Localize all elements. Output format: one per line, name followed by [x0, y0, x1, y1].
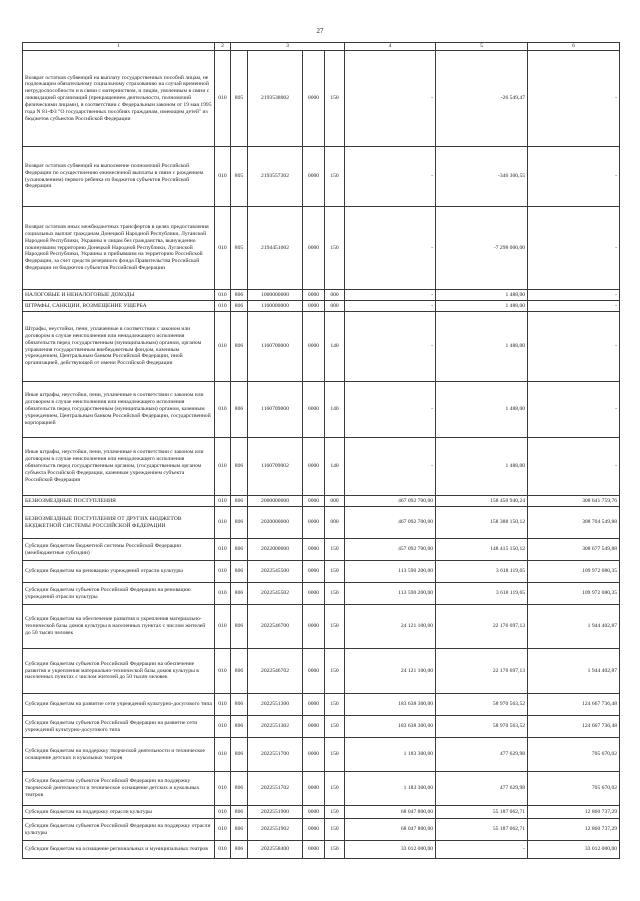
approved-amount-cell: -	[345, 438, 436, 496]
classifier-code-cell: 2000000000	[248, 496, 303, 507]
line-code-cell: 010	[215, 312, 231, 382]
executed-amount-cell: 158 450 940,24	[436, 496, 528, 507]
program-code-cell: 0000	[303, 438, 325, 496]
admin-code-cell: 805	[231, 147, 248, 207]
executed-amount-cell: 1 488,00	[436, 438, 528, 496]
unexecuted-amount-cell: 124 667 736,48	[528, 716, 620, 738]
program-code-cell: 0000	[303, 561, 325, 583]
classifier-code-cell: 1160700000	[248, 312, 303, 382]
program-code-cell: 0000	[303, 147, 325, 207]
line-code-cell: 010	[215, 605, 231, 649]
line-code-cell: 010	[215, 496, 231, 507]
unexecuted-amount-cell: 1 944 402,87	[528, 605, 620, 649]
unexecuted-amount-cell: -	[528, 290, 620, 301]
column-number: 1	[23, 43, 215, 51]
approved-amount-cell: 183 638 300,00	[345, 716, 436, 738]
executed-amount-cell: 477 629,98	[436, 738, 528, 772]
executed-amount-cell: 1 488,00	[436, 382, 528, 438]
approved-amount-cell: 457 092 700,00	[345, 539, 436, 561]
approved-amount-cell: 24 121 100,00	[345, 605, 436, 649]
unexecuted-amount-cell: -	[528, 51, 620, 147]
admin-code-cell: 806	[231, 841, 248, 859]
admin-code-cell: 806	[231, 738, 248, 772]
line-code-cell: 010	[215, 51, 231, 147]
classifier-code-cell: 2022551300	[248, 694, 303, 716]
table-row	[23, 772, 620, 806]
type-code-cell: 150	[325, 561, 345, 583]
table-row	[23, 496, 620, 507]
table-row	[23, 539, 620, 561]
unexecuted-amount-cell: 705 670,02	[528, 738, 620, 772]
type-code-cell: 150	[325, 649, 345, 694]
admin-code-cell: 806	[231, 649, 248, 694]
table-row	[23, 382, 620, 438]
approved-amount-cell: 1 183 300,00	[345, 738, 436, 772]
classifier-code-cell: 2022558400	[248, 841, 303, 859]
classifier-code-cell: 2022551700	[248, 738, 303, 772]
table-row	[23, 649, 620, 694]
executed-amount-cell: 477 629,98	[436, 772, 528, 806]
executed-amount-cell: -346 300,55	[436, 147, 528, 207]
row-name-cell: Субсидии бюджетам бюджетной системы Российской Федерации (межбюджетные субсидии)	[23, 539, 215, 561]
executed-amount-cell: -	[436, 841, 528, 859]
table-row	[23, 716, 620, 738]
executed-amount-cell: 58 970 563,52	[436, 716, 528, 738]
classifier-code-cell: 2022000000	[248, 539, 303, 561]
classifier-code-cell: 2022545502	[248, 583, 303, 605]
approved-amount-cell: 1 183 300,00	[345, 772, 436, 806]
executed-amount-cell: 3 618 119,65	[436, 583, 528, 605]
program-code-cell: 0000	[303, 738, 325, 772]
table-row	[23, 561, 620, 583]
unexecuted-amount-cell: 124 667 736,48	[528, 694, 620, 716]
page-number: 27	[316, 27, 324, 35]
unexecuted-amount-cell: 109 972 080,35	[528, 583, 620, 605]
row-name-cell: Субсидии бюджетам на поддержку творческой деятельности и техническое оснащение детских и кукольных театров	[23, 738, 215, 772]
program-code-cell: 0000	[303, 207, 325, 290]
type-code-cell: 150	[325, 605, 345, 649]
program-code-cell: 0000	[303, 312, 325, 382]
row-name-cell: Иные штрафы, неустойки, пени, уплаченные в соответствии с законом или договором в случае неисполнения или ненадлежащего исполнения обязательств перед государственным (муниципальным) органом, казенным учреждением, Центральным банком Российской Федерации, государственной корпорацией	[23, 382, 215, 438]
program-code-cell: 0000	[303, 841, 325, 859]
unexecuted-amount-cell: -	[528, 312, 620, 382]
line-code-cell: 010	[215, 539, 231, 561]
executed-amount-cell: 158 388 150,12	[436, 507, 528, 539]
executed-amount-cell: 22 176 697,13	[436, 605, 528, 649]
table-row	[23, 207, 620, 290]
column-number: 6	[528, 43, 620, 51]
unexecuted-amount-cell: -	[528, 207, 620, 290]
approved-amount-cell: 33 012 000,00	[345, 841, 436, 859]
table-row	[23, 583, 620, 605]
line-code-cell: 010	[215, 806, 231, 819]
table-row	[23, 605, 620, 649]
executed-amount-cell: 55 187 062,71	[436, 819, 528, 841]
table-row	[23, 438, 620, 496]
program-code-cell: 0000	[303, 694, 325, 716]
approved-amount-cell: -	[345, 290, 436, 301]
row-name-cell: БЕЗВОЗМЕЗДНЫЕ ПОСТУПЛЕНИЯ ОТ ДРУГИХ БЮДЖЕТОВ БЮДЖЕТНОЙ СИСТЕМЫ РОССИЙСКОЙ ФЕДЕРАЦИИ	[23, 507, 215, 539]
classifier-code-cell: 2022546702	[248, 649, 303, 694]
approved-amount-cell: 183 638 300,00	[345, 694, 436, 716]
row-name-cell: Возврат остатков субвенций на выполнение полномочий Российской Федерации по осуществлению ежемесячной выплаты в связи с рождением (усыновлением) первого ребенка из бюджетов субъектов Российской Федерации	[23, 147, 215, 207]
row-name-cell: БЕЗВОЗМЕЗДНЫЕ ПОСТУПЛЕНИЯ	[23, 496, 215, 507]
table-row	[23, 290, 620, 301]
row-name-cell: Субсидии бюджетам субъектов Российской Федерации на развитие сети учреждений культурно-досугового типа	[23, 716, 215, 738]
table-row	[23, 51, 620, 147]
approved-amount-cell: -	[345, 147, 436, 207]
executed-amount-cell: 55 187 062,71	[436, 806, 528, 819]
row-name-cell: Иные штрафы, неустойки, пени, уплаченные в соответствии с законом или договором в случае неисполнения или ненадлежащего исполнения обязательств перед государственным органом, (государственным органом субъекта Российской Федерации, казенным учреждением субъекта Российской Федерации	[23, 438, 215, 496]
type-code-cell: 140	[325, 438, 345, 496]
line-code-cell: 010	[215, 290, 231, 301]
approved-amount-cell: -	[345, 312, 436, 382]
type-code-cell: 150	[325, 694, 345, 716]
line-code-cell: 010	[215, 438, 231, 496]
admin-code-cell: 806	[231, 583, 248, 605]
admin-code-cell: 806	[231, 605, 248, 649]
type-code-cell: 150	[325, 51, 345, 147]
row-name-cell: Штрафы, неустойки, пени, уплаченные в соответствии с законом или договором в случае неисполнения или ненадлежащего исполнения обязательств перед государственным (муниципальным) органом, органом управления государственным внебюджетным фондом, казенным учреждением, Центральным банком Российской Федерации, иной организацией, действующей от имени Российской Федерации	[23, 312, 215, 382]
table-row	[23, 507, 620, 539]
program-code-cell: 0000	[303, 819, 325, 841]
type-code-cell: 150	[325, 841, 345, 859]
unexecuted-amount-cell: 308 704 549,88	[528, 507, 620, 539]
column-number: 3	[231, 43, 345, 51]
program-code-cell: 0000	[303, 496, 325, 507]
executed-amount-cell: 1 488,00	[436, 312, 528, 382]
table-row	[23, 738, 620, 772]
row-name-cell: Субсидии бюджетам субъектов Российской Федерации на поддержку творческой деятельности и техническое оснащение детских и кукольных театров	[23, 772, 215, 806]
line-code-cell: 010	[215, 649, 231, 694]
type-code-cell: 150	[325, 738, 345, 772]
row-name-cell: Субсидии бюджетам на поддержку отрасли культуры	[23, 806, 215, 819]
type-code-cell: 150	[325, 147, 345, 207]
admin-code-cell: 806	[231, 539, 248, 561]
admin-code-cell: 806	[231, 694, 248, 716]
program-code-cell: 0000	[303, 51, 325, 147]
table-row	[23, 694, 620, 716]
column-number: 4	[345, 43, 436, 51]
line-code-cell: 010	[215, 841, 231, 859]
column-number: 2	[215, 43, 231, 51]
column-number: 5	[436, 43, 528, 51]
type-code-cell: 150	[325, 772, 345, 806]
row-name-cell: Субсидии бюджетам субъектов Российской Федерации на поддержку отрасли культуры	[23, 819, 215, 841]
classifier-code-cell: 2022551702	[248, 772, 303, 806]
approved-amount-cell: -	[345, 382, 436, 438]
line-code-cell: 010	[215, 583, 231, 605]
approved-amount-cell: 113 590 200,00	[345, 561, 436, 583]
approved-amount-cell: 68 047 800,00	[345, 819, 436, 841]
line-code-cell: 010	[215, 716, 231, 738]
admin-code-cell: 806	[231, 806, 248, 819]
approved-amount-cell: -	[345, 207, 436, 290]
admin-code-cell: 806	[231, 290, 248, 301]
type-code-cell: 150	[325, 207, 345, 290]
type-code-cell: 150	[325, 806, 345, 819]
unexecuted-amount-cell: -	[528, 438, 620, 496]
line-code-cell: 010	[215, 382, 231, 438]
classifier-code-cell: 2022546700	[248, 605, 303, 649]
approved-amount-cell: 113 590 200,00	[345, 583, 436, 605]
row-name-cell: Возврат остатков субвенций на выплату государственных пособий лицам, не подлежащим обязательному социальному страхованию на случай временной нетрудоспособности и в связи с материнством, и лицам, уволенным в связи с ликвидацией организаций (прекращением деятельности, полномочий физическими лицами), в соответствии с Федеральным законом от 19 мая 1995 года N 81-ФЗ "О государственных пособиях гражданам, имеющим детей" из бюджетов субъектов Российской Федерации	[23, 51, 215, 147]
admin-code-cell: 806	[231, 561, 248, 583]
table-row	[23, 806, 620, 819]
classifier-code-cell: 2022551302	[248, 716, 303, 738]
type-code-cell: 000	[325, 301, 345, 312]
executed-amount-cell: 58 970 563,52	[436, 694, 528, 716]
approved-amount-cell: 467 092 700,00	[345, 496, 436, 507]
program-code-cell: 0000	[303, 382, 325, 438]
unexecuted-amount-cell: 1 944 402,87	[528, 649, 620, 694]
program-code-cell: 0000	[303, 290, 325, 301]
admin-code-cell: 805	[231, 207, 248, 290]
program-code-cell: 0000	[303, 772, 325, 806]
row-name-cell: Субсидии бюджетам на обеспечение развития и укрепления материально-технической базы домов культуры в населенных пунктах с числом жителей до 50 тысяч человек	[23, 605, 215, 649]
approved-amount-cell: -	[345, 301, 436, 312]
table-row	[23, 819, 620, 841]
table-row	[23, 301, 620, 312]
admin-code-cell: 806	[231, 438, 248, 496]
approved-amount-cell: 24 121 100,00	[345, 649, 436, 694]
admin-code-cell: 806	[231, 382, 248, 438]
unexecuted-amount-cell: 308 641 759,76	[528, 496, 620, 507]
line-code-cell: 010	[215, 819, 231, 841]
row-name-cell: НАЛОГОВЫЕ И НЕНАЛОГОВЫЕ ДОХОДЫ	[23, 290, 215, 301]
line-code-cell: 010	[215, 772, 231, 806]
type-code-cell: 000	[325, 507, 345, 539]
executed-amount-cell: 1 488,00	[436, 301, 528, 312]
executed-amount-cell: 3 618 119,65	[436, 561, 528, 583]
classifier-code-cell: 1160709002	[248, 438, 303, 496]
classifier-code-cell: 2194451002	[248, 207, 303, 290]
admin-code-cell: 806	[231, 507, 248, 539]
executed-amount-cell: 22 176 697,13	[436, 649, 528, 694]
classifier-code-cell: 2022545500	[248, 561, 303, 583]
line-code-cell: 010	[215, 301, 231, 312]
unexecuted-amount-cell: 33 012 000,00	[528, 841, 620, 859]
table-row	[23, 841, 620, 859]
line-code-cell: 010	[215, 207, 231, 290]
approved-amount-cell: -	[345, 51, 436, 147]
program-code-cell: 0000	[303, 539, 325, 561]
admin-code-cell: 805	[231, 51, 248, 147]
approved-amount-cell: 68 047 800,00	[345, 806, 436, 819]
line-code-cell: 010	[215, 694, 231, 716]
program-code-cell: 0000	[303, 806, 325, 819]
classifier-code-cell: 2193538002	[248, 51, 303, 147]
row-name-cell: Субсидии бюджетам субъектов Российской Федерации на реновацию учреждений отрасли культуры	[23, 583, 215, 605]
unexecuted-amount-cell: -	[528, 147, 620, 207]
type-code-cell: 150	[325, 583, 345, 605]
classifier-code-cell: 2022551900	[248, 806, 303, 819]
column-number-row	[23, 43, 620, 51]
unexecuted-amount-cell: 12 860 737,29	[528, 806, 620, 819]
classifier-code-cell: 1160000000	[248, 301, 303, 312]
classifier-code-cell: 2193557302	[248, 147, 303, 207]
admin-code-cell: 806	[231, 496, 248, 507]
unexecuted-amount-cell: 12 860 737,29	[528, 819, 620, 841]
row-name-cell: Возврат остатков иных межбюджетных трансфертов в целях предоставления социальных выплат гражданам Донецкой Народной Республики, Луганской Народной Республики, Украины и лицам без гражданства, вынужденно покинувшим территорию Донецкой Народной Республики, Луганской Народной Республики, Украины и прибывшим на территорию Российской Федерации, за счет средств резервного фонда Правительства Российской Федерации из бюджетов субъектов Российской Федерации	[23, 207, 215, 290]
type-code-cell: 150	[325, 716, 345, 738]
program-code-cell: 0000	[303, 649, 325, 694]
approved-amount-cell: 467 092 700,00	[345, 507, 436, 539]
classifier-code-cell: 2020000000	[248, 507, 303, 539]
type-code-cell: 000	[325, 290, 345, 301]
row-name-cell: Субсидии бюджетам на реновацию учреждений отрасли культуры	[23, 561, 215, 583]
type-code-cell: 150	[325, 819, 345, 841]
row-name-cell: Субсидии бюджетам на развитие сети учреждений культурно-досугового типа	[23, 694, 215, 716]
row-name-cell: ШТРАФЫ, САНКЦИИ, ВОЗМЕЩЕНИЕ УЩЕРБА	[23, 301, 215, 312]
admin-code-cell: 806	[231, 312, 248, 382]
line-code-cell: 010	[215, 507, 231, 539]
admin-code-cell: 806	[231, 819, 248, 841]
admin-code-cell: 806	[231, 772, 248, 806]
table-row	[23, 147, 620, 207]
program-code-cell: 0000	[303, 583, 325, 605]
classifier-code-cell: 2022551902	[248, 819, 303, 841]
unexecuted-amount-cell: 308 677 549,88	[528, 539, 620, 561]
line-code-cell: 010	[215, 738, 231, 772]
unexecuted-amount-cell: -	[528, 301, 620, 312]
executed-amount-cell: 1 488,00	[436, 290, 528, 301]
income-report-table	[22, 42, 620, 859]
admin-code-cell: 806	[231, 301, 248, 312]
type-code-cell: 140	[325, 382, 345, 438]
type-code-cell: 140	[325, 312, 345, 382]
row-name-cell: Субсидии бюджетам на оснащение региональных и муниципальных театров	[23, 841, 215, 859]
program-code-cell: 0000	[303, 605, 325, 649]
classifier-code-cell: 1160709000	[248, 382, 303, 438]
unexecuted-amount-cell: 109 972 080,35	[528, 561, 620, 583]
program-code-cell: 0000	[303, 301, 325, 312]
executed-amount-cell: 148 415 150,12	[436, 539, 528, 561]
row-name-cell: Субсидии бюджетам субъектов Российской Федерации на обеспечение развития и укрепления материально-технической базы домов культуры в населенных пунктах с числом жителей до 50 тысяч человек	[23, 649, 215, 694]
type-code-cell: 000	[325, 496, 345, 507]
program-code-cell: 0000	[303, 716, 325, 738]
executed-amount-cell: -26 549,47	[436, 51, 528, 147]
executed-amount-cell: -7 298 000,00	[436, 207, 528, 290]
table-row	[23, 312, 620, 382]
classifier-code-cell: 1000000000	[248, 290, 303, 301]
unexecuted-amount-cell: -	[528, 382, 620, 438]
line-code-cell: 010	[215, 147, 231, 207]
unexecuted-amount-cell: 705 670,02	[528, 772, 620, 806]
line-code-cell: 010	[215, 561, 231, 583]
admin-code-cell: 806	[231, 716, 248, 738]
type-code-cell: 150	[325, 539, 345, 561]
program-code-cell: 0000	[303, 507, 325, 539]
